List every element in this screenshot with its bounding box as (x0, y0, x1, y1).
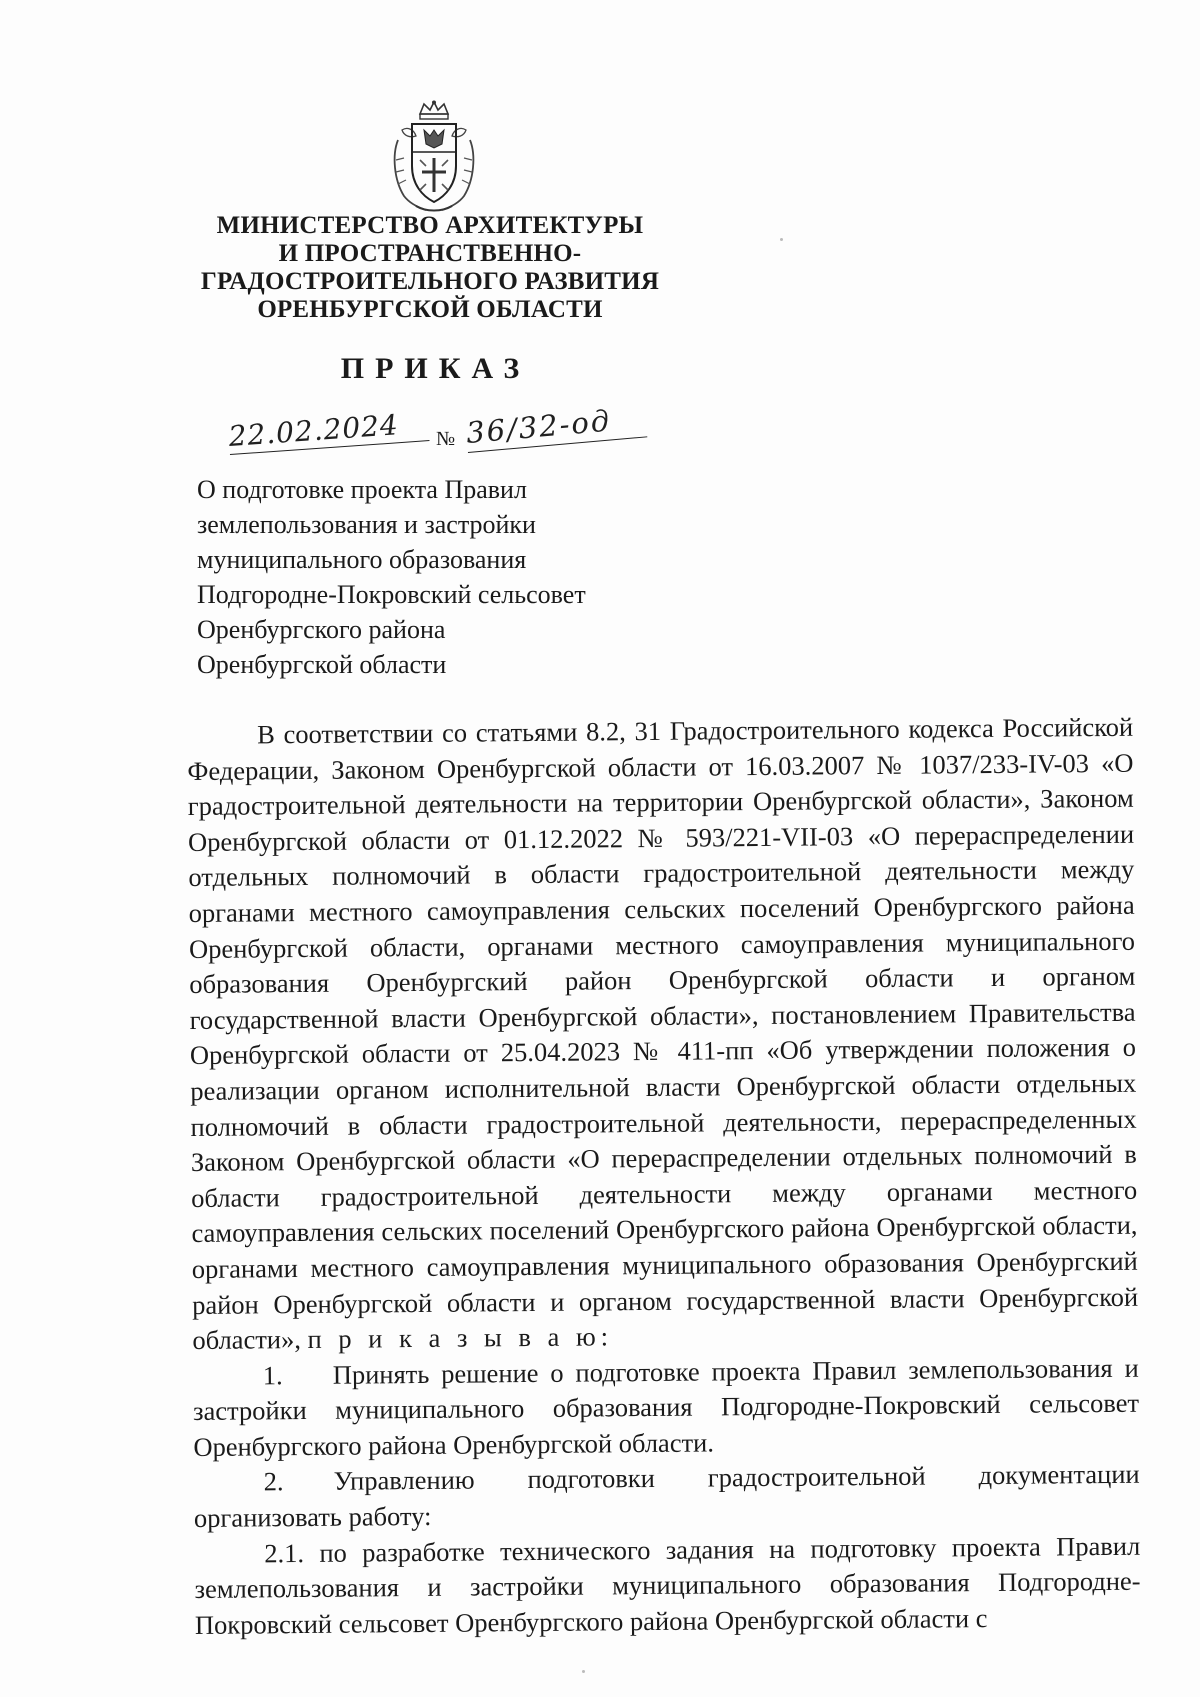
order-word: п р и к а з ы в а ю: (307, 1321, 614, 1355)
item-text: Управлению подготовки градостроительной документации организовать работу: (193, 1459, 1140, 1534)
order-date-handwritten: 22.02.2024 (228, 406, 430, 455)
subject-line: муниципального образования (197, 545, 527, 574)
order-number-handwritten: 36/32-од (465, 400, 648, 453)
ministry-name-line: ГРАДОСТРОИТЕЛЬНОГО РАЗВИТИЯ (200, 268, 660, 295)
subject-line: землепользования и застройки (197, 510, 536, 539)
item-number: 1. (262, 1359, 283, 1391)
preamble-text: В соответствии со статьями 8.2, 31 Градостроительного кодекса Российской Федерации, Законом Оренбургской области от 16.03.2007 № 1037/233-IV-03 «О градостроительной деятельности на территории Оренбургской области», Законом Оренбургской области от 01.12.2022 № 593/221-VII-03 «О перераспределении отдельных полномочий в области градостроительной деятельности между органами местного самоуправления сельских поселений Оренбургского района Оренбургской области, органами местного самоуправления муниципального образования Оренбургский район Оренбургской области и органом государственной власти Оренбургской области», постановлением Правительства Оренбургской области от 25.04.2023 № 411-пп «Об утверждении положения о реализации органом исполнительной власти Оренбургской области отдельных полномочий в области градостроительной деятельности, перераспределенных Законом Оренбургской области «О перераспределении отдельных полномочий в области градостроительной деятельности между органами местного самоуправления сельских поселений Оренбургского района Оренбургской области, органами местного самоуправления муниципального образования Оренбургский район Оренбургской области и органом государственной власти Оренбургской области», (187, 711, 1139, 1356)
order-item (194, 1457, 1141, 1536)
subject-line: Оренбургского района (197, 615, 446, 644)
document-type-title: ПРИКАЗ (340, 352, 531, 385)
document-header (175, 212, 685, 386)
scan-speck (780, 238, 783, 241)
ministry-name-line: И ПРОСТРАНСТВЕННО- (278, 240, 582, 267)
item-text: Принять решение о подготовке проекта Правил землепользования и застройки муниципального образования Подгородне-Покровский сельсовет Оренбургского района Оренбургской области. (192, 1352, 1140, 1462)
order-subject (197, 472, 677, 682)
coat-of-arms-icon (390, 100, 478, 215)
scan-speck (582, 1670, 585, 1673)
subject-line: Подгородне-Покровский сельсовет (197, 580, 586, 609)
ministry-name-line: МИНИСТЕРСТВО АРХИТЕКТУРЫ (216, 212, 644, 239)
item-number: 2. (263, 1466, 284, 1497)
ministry-name (175, 212, 685, 324)
order-body (187, 710, 1141, 1644)
subject-line: Оренбургской области (197, 650, 447, 679)
subject-line: О подготовке проекта Правил (197, 475, 527, 504)
subitem-paragraph: 2.1. по разработке технического задания на подготовку проекта Правил землепользования и застройки муниципального образования Подгородне-Покровский сельсовет Оренбургского района Оренбургской области с (194, 1530, 1141, 1640)
number-sign: № (436, 428, 456, 450)
order-item (193, 1350, 1140, 1465)
ministry-name-line: ОРЕНБУРГСКОЙ ОБЛАСТИ (257, 296, 603, 323)
preamble-paragraph (187, 710, 1139, 1359)
registration-line (227, 403, 650, 480)
